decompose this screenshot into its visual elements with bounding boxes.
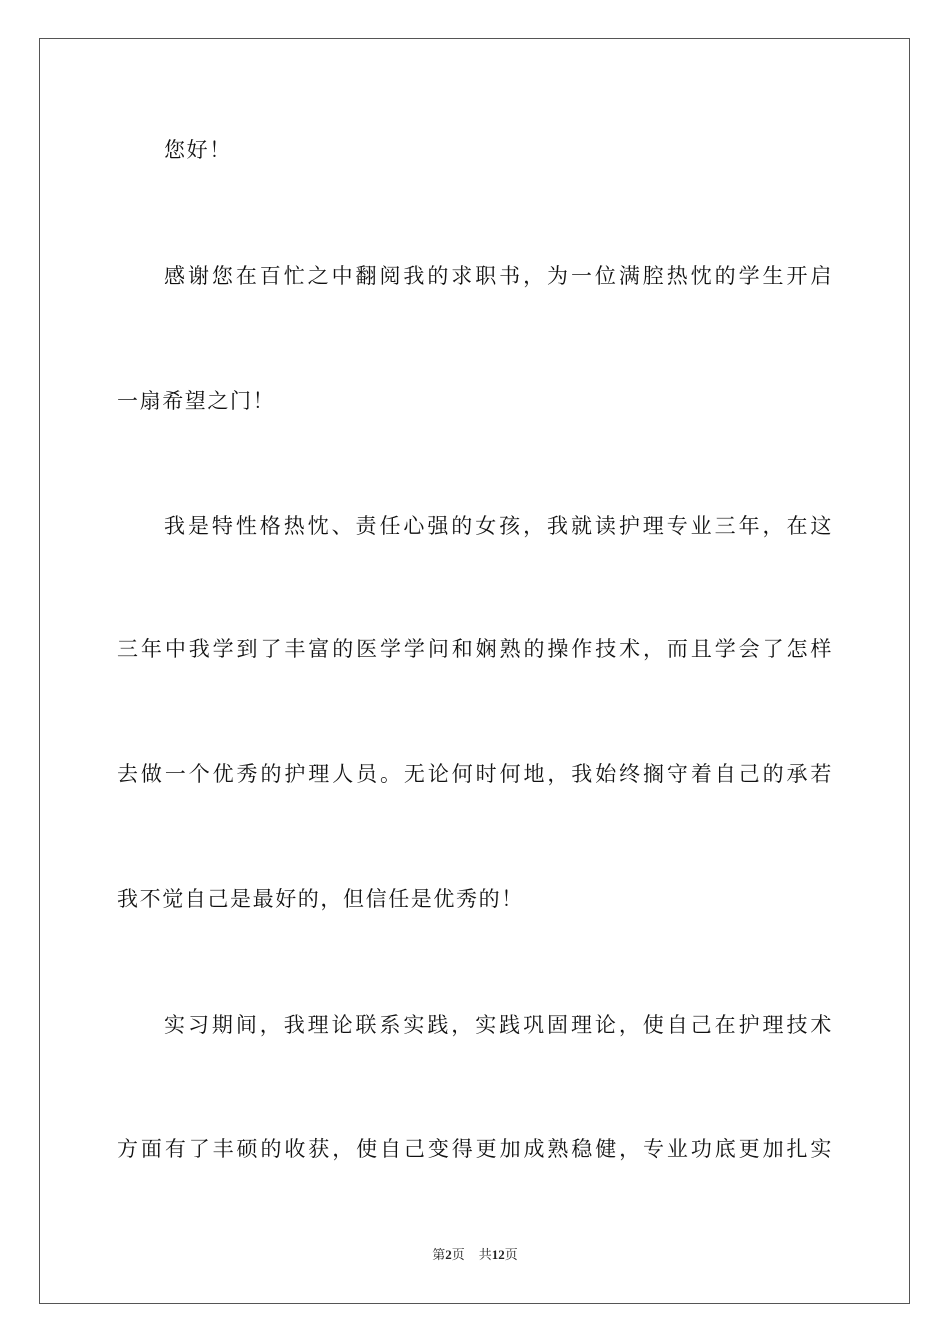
paragraph-1-line-1: 感谢您在百忙之中翻阅我的求职书，为一位满腔热忱的学生开启 bbox=[164, 264, 833, 288]
page-number-prefix: 第 bbox=[432, 1247, 446, 1262]
page-footer bbox=[0, 1246, 950, 1264]
paragraph-2-line-1: 我是特性格热忱、责任心强的女孩，我就读护理专业三年，在这 bbox=[164, 514, 833, 538]
page-frame bbox=[39, 38, 910, 1304]
paragraph-3-line-2: 方面有了丰硕的收获，使自己变得更加成熟稳健，专业功底更加扎实 bbox=[117, 1137, 833, 1161]
paragraph-3-line-1: 实习期间，我理论联系实践，实践巩固理论，使自己在护理技术 bbox=[164, 1013, 833, 1037]
paragraph-2-line-3: 去做一个优秀的护理人员。无论何时何地，我始终搁守着自己的承若 bbox=[117, 762, 833, 786]
paragraph-2-line-2: 三年中我学到了丰富的医学学问和娴熟的操作技术，而且学会了怎样 bbox=[117, 637, 833, 661]
total-pages: 12 bbox=[491, 1247, 505, 1262]
page-number-suffix: 页 bbox=[451, 1247, 465, 1262]
paragraph-1-line-2: 一扇希望之门！ bbox=[117, 389, 276, 413]
total-pages-prefix: 共 bbox=[478, 1247, 492, 1262]
greeting-line: 您好！ bbox=[164, 138, 232, 162]
page-number: 2 bbox=[445, 1247, 452, 1262]
total-pages-suffix: 页 bbox=[504, 1247, 518, 1262]
paragraph-2-line-4: 我不觉自己是最好的，但信任是优秀的！ bbox=[117, 887, 524, 911]
